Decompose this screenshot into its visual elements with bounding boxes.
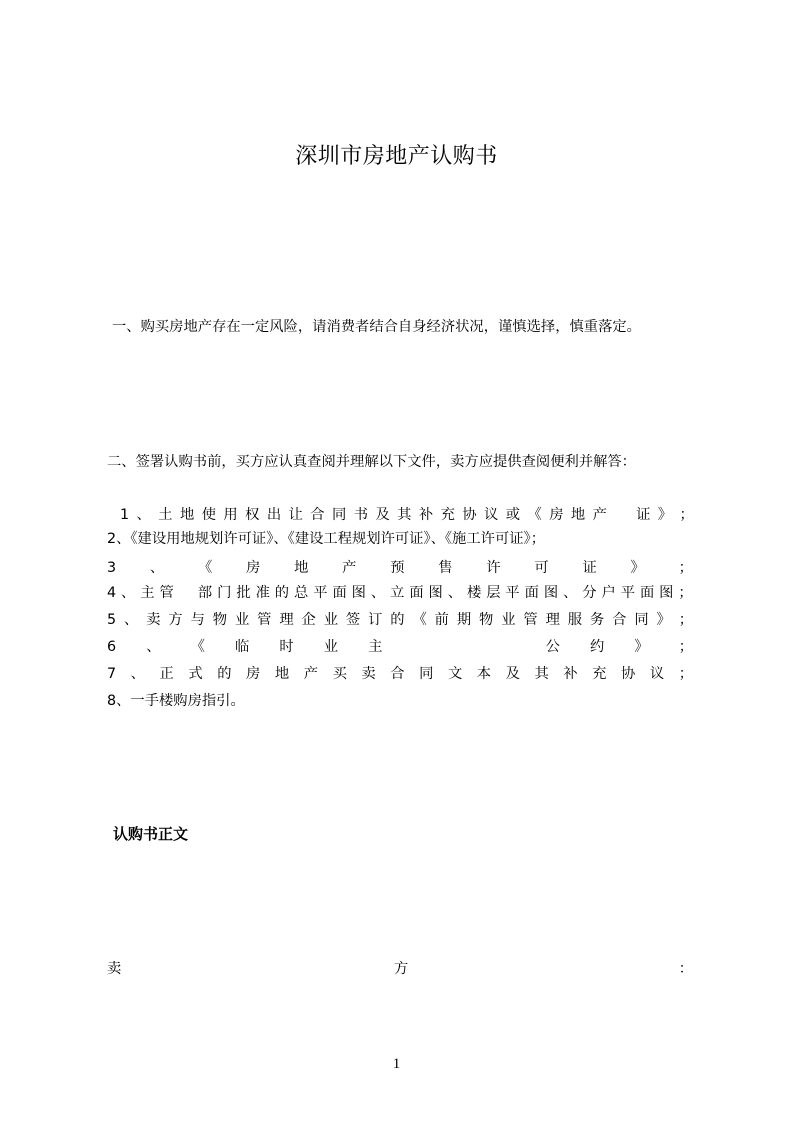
list-item-char: 、: [149, 560, 165, 576]
list-item-char: 6: [107, 639, 117, 655]
list-item-char: 预: [390, 560, 405, 576]
list-item-char: 、: [121, 585, 136, 601]
list-item-char: 5: [107, 612, 117, 628]
list-item-char: 合: [390, 666, 405, 682]
list-item-char: 面: [332, 585, 347, 601]
list-item-char: 》: [657, 507, 673, 523]
list-item-char: 物: [212, 612, 228, 628]
list-item-char: 准: [255, 585, 270, 601]
list-item-char: 业: [323, 639, 338, 655]
list-item-char: 充: [592, 666, 607, 682]
list-item-char: ；: [678, 560, 693, 576]
list-item-char: [412, 636, 426, 658]
list-item-char: 《: [412, 612, 427, 628]
list-item-char: ；: [678, 666, 693, 682]
list-item-char: 协: [621, 666, 636, 682]
list-item-char: 、: [563, 585, 578, 601]
list-item-char: 用: [223, 507, 238, 523]
list-item-char: 理: [279, 612, 294, 628]
list-item-char: 或: [505, 507, 521, 523]
list-item-4: [107, 582, 693, 604]
list-item-char: 管: [159, 585, 174, 601]
list-item-char: 平: [505, 585, 520, 601]
list-item-char: 4: [107, 585, 117, 601]
list-item-char: 的: [217, 666, 232, 682]
section-heading: 认购书正文: [113, 825, 189, 843]
list-item-char: 让: [288, 507, 303, 523]
list-item-char: 方: [168, 612, 183, 628]
list-item-5: [107, 609, 693, 631]
list-item-char: 买: [332, 666, 347, 682]
list-item-6: [107, 636, 693, 658]
list-item-char: ；: [678, 612, 693, 628]
list-item-char: 楼: [466, 585, 482, 601]
list-item-char: 图: [428, 585, 443, 601]
list-item-char: 7: [107, 666, 117, 682]
list-item-char: 证: [636, 507, 651, 523]
list-item-char: 分: [582, 585, 597, 601]
list-item-2: 2、《建设用地规划许可证》、《建设工程规划许可证》、《施工许可证》；: [107, 531, 545, 547]
list-item-char: 的: [390, 612, 405, 628]
list-item-char: 与: [190, 612, 205, 628]
seller-label-char-2: 方: [394, 961, 409, 977]
list-item-char: 房: [246, 560, 261, 576]
list-item-char: 房: [246, 666, 261, 682]
list-item-char: 管: [523, 612, 538, 628]
list-item-char: 式: [188, 666, 203, 682]
list-item-char: 层: [486, 585, 501, 601]
list-item-char: 补: [563, 666, 578, 682]
list-item-char: 图: [351, 585, 366, 601]
list-item-char: 使: [201, 507, 216, 523]
list-item-char: 图: [543, 585, 559, 601]
list-item-char: 证: [582, 560, 597, 576]
list-item-char: 议: [484, 507, 499, 523]
list-item-char: 其: [534, 666, 549, 682]
list-item-char: 产: [592, 507, 607, 523]
list-item-char: 户: [601, 585, 616, 601]
list-item-char: 正: [159, 666, 174, 682]
list-item-char: 、: [146, 639, 161, 655]
list-item-char: 的: [274, 585, 290, 601]
list-item-char: 充: [440, 507, 455, 523]
list-item-char: 平: [620, 585, 636, 601]
list-item-char: 本: [476, 666, 492, 682]
list-item-char: 售: [438, 560, 453, 576]
list-item-char: 1: [120, 507, 130, 523]
list-item-char: 业: [234, 612, 250, 628]
list-item-char: 及: [375, 507, 390, 523]
list-item-char: 管: [257, 612, 272, 628]
list-item-char: 3: [107, 560, 117, 576]
list-item-7: [107, 663, 693, 685]
list-item-char: 业: [501, 612, 516, 628]
page-number: 1: [392, 1056, 401, 1072]
list-item-char: 签: [345, 612, 361, 628]
list-item-char: 地: [570, 507, 586, 523]
list-item-char: 地: [294, 560, 309, 576]
list-item-char: 同: [332, 507, 347, 523]
list-item-char: 卖: [361, 666, 376, 682]
list-item-char: [614, 504, 628, 526]
list-item-char: 主: [140, 585, 155, 601]
list-item-char: 图: [659, 585, 674, 601]
list-item-char: 地: [274, 666, 290, 682]
list-item-char: 补: [418, 507, 434, 523]
document-title: 深圳市房地产认购书: [295, 144, 498, 169]
list-item-char: 书: [353, 507, 369, 523]
list-item-char: 《: [190, 639, 205, 655]
list-item-char: 订: [368, 612, 383, 628]
list-item-char: 门: [217, 585, 232, 601]
list-item-char: 服: [567, 612, 583, 628]
list-item-char: 及: [505, 666, 520, 682]
list-item-char: 卖: [146, 612, 161, 628]
list-item-char: 同: [419, 666, 434, 682]
list-item-char: 》: [656, 612, 671, 628]
list-item-char: 、: [447, 585, 463, 601]
list-item-char: 务: [589, 612, 605, 628]
list-item-3: [107, 557, 693, 579]
list-item-char: 主: [368, 639, 383, 655]
list-item-char: 临: [234, 639, 250, 655]
list-item-char: ；: [679, 507, 694, 523]
list-item-char: 时: [279, 639, 294, 655]
list-item-char: 业: [323, 612, 338, 628]
list-item-char: 其: [397, 507, 412, 523]
list-item-char: 立: [390, 585, 405, 601]
list-item-char: 出: [266, 507, 282, 523]
list-item-char: 土: [158, 507, 173, 523]
list-item-char: 产: [303, 666, 319, 682]
list-item-char: 、: [136, 507, 151, 523]
list-item-char: 《: [197, 560, 213, 576]
list-item-char: 公: [545, 639, 560, 655]
list-item-char: 协: [462, 507, 477, 523]
list-item-char: 部: [197, 585, 213, 601]
list-item-char: 产: [342, 560, 357, 576]
list-item-char: 面: [524, 585, 539, 601]
list-item-char: 可: [534, 560, 549, 576]
list-item-char: 《: [527, 507, 542, 523]
list-item-char: 理: [545, 612, 560, 628]
list-item-char: ；: [678, 585, 693, 601]
list-item-char: 房: [549, 507, 564, 523]
list-item-char: 平: [313, 585, 328, 601]
list-item-char: 企: [301, 612, 316, 628]
list-item-char: 文: [447, 666, 463, 682]
documents-review-paragraph: 二、签署认购书前，买方应认真查阅并理解以下文件，卖方应提供查阅便利并解答：: [107, 454, 636, 470]
list-item-char: 约: [589, 639, 605, 655]
list-item-char: 、: [370, 585, 386, 601]
list-item-char: 合: [612, 612, 627, 628]
list-item-char: 总: [294, 585, 309, 601]
list-item-char: 、: [124, 612, 139, 628]
list-item-char: 许: [486, 560, 501, 576]
list-item-char: 地: [179, 507, 195, 523]
list-item-8: 8、一手楼购房指引。: [107, 693, 245, 709]
list-item-char: 合: [310, 507, 325, 523]
list-item-char: [179, 582, 193, 604]
list-item-char: [457, 636, 471, 658]
list-item-char: 面: [639, 585, 655, 601]
list-item-char: 、: [130, 666, 145, 682]
list-item-char: 前: [434, 612, 449, 628]
list-item-char: 物: [479, 612, 494, 628]
seller-label-char-1: 卖: [107, 961, 122, 977]
seller-label-colon: ：: [678, 961, 693, 977]
list-item-char: [501, 636, 515, 658]
list-item-char: 》: [634, 639, 649, 655]
list-item-1: [120, 504, 694, 526]
list-item-char: 》: [630, 560, 645, 576]
list-item-char: 面: [409, 585, 424, 601]
list-item-char: 批: [236, 585, 251, 601]
list-item-char: ；: [678, 639, 693, 655]
list-item-char: 期: [456, 612, 472, 628]
risk-warning-paragraph: 一、购买房地产存在一定风险，请消费者结合自身经济状况，谨慎选择，慎重落定。: [112, 319, 641, 335]
list-item-char: 同: [634, 612, 649, 628]
list-item-char: 议: [649, 666, 665, 682]
list-item-char: 权: [245, 507, 260, 523]
